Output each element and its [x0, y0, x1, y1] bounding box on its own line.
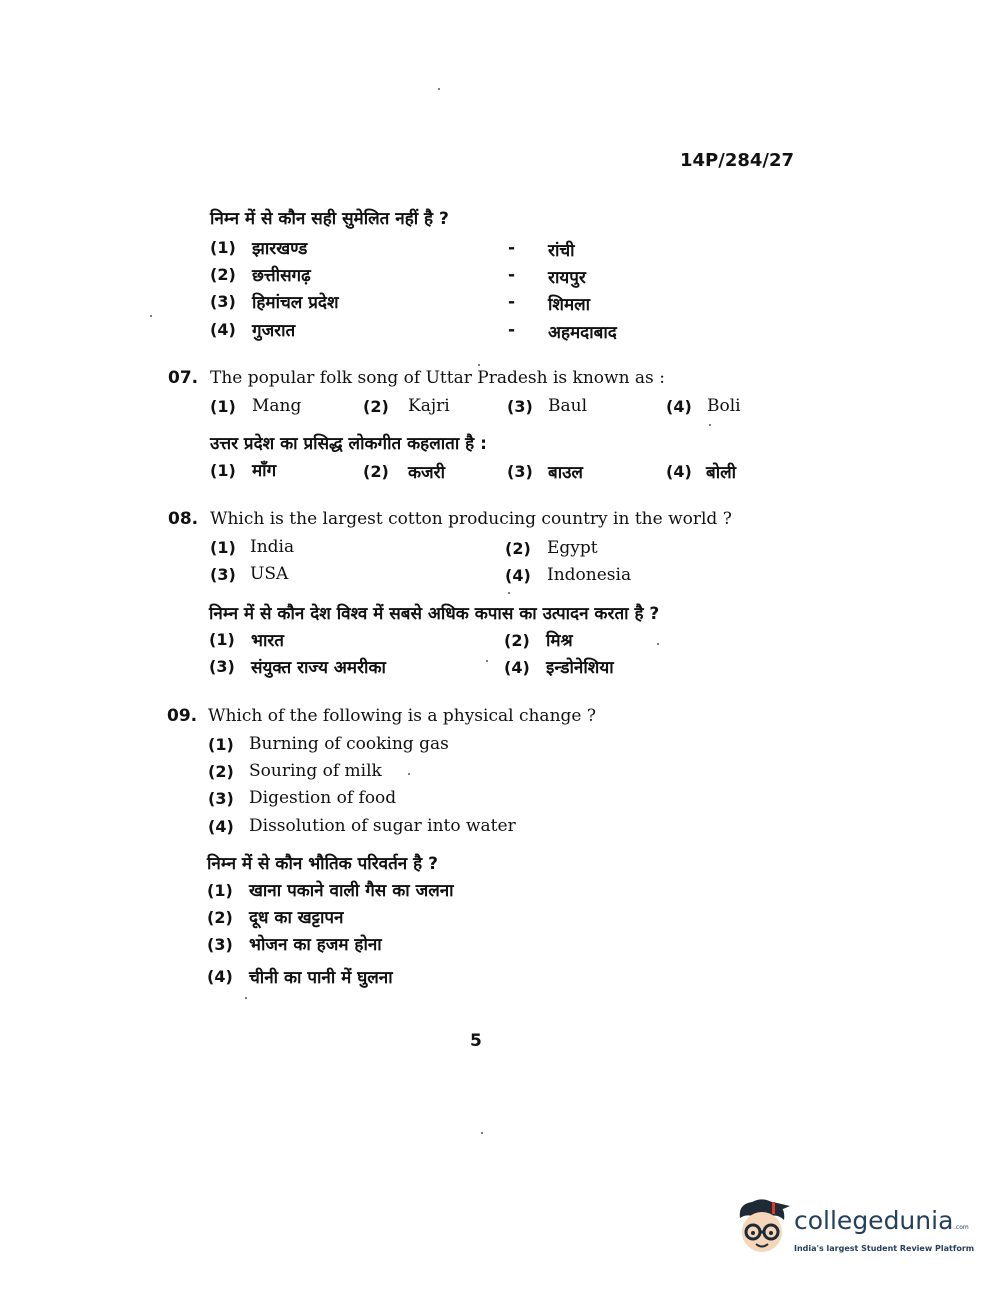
- scan-speck: [408, 773, 410, 775]
- q07-question-hi: उत्तर प्रदेश का प्रसिद्ध लोकगीत कहलाता है :: [210, 434, 487, 454]
- q09-option-hi-3-text: भोजन का हजम होना: [249, 935, 382, 955]
- q06-pair-2-state: छत्तीसगढ़: [252, 266, 311, 286]
- q06-pair-2-num: (2): [210, 265, 236, 284]
- q07-option-4-text: Boli: [707, 396, 741, 416]
- q09-number: 09.: [167, 706, 198, 726]
- q07-option-hi-3-num: (3): [507, 462, 533, 481]
- collegedunia-watermark: [734, 1196, 975, 1264]
- q07-option-2-text: Kajri: [408, 396, 450, 416]
- q07-option-hi-2-num: (2): [363, 462, 389, 481]
- q06-pair-1-sep: -: [508, 238, 516, 258]
- scan-speck: [486, 660, 488, 662]
- q09-option-1-text: Burning of cooking gas: [249, 734, 449, 754]
- q07-option-hi-1-num: (1): [210, 461, 236, 480]
- q08-option-4-num: (4): [505, 566, 531, 585]
- q08-option-hi-2-text: मिश्र: [546, 631, 573, 651]
- q07-option-hi-1-text: माँग: [252, 461, 277, 481]
- q09-question-en: Which of the following is a physical change ?: [208, 706, 596, 726]
- q08-option-2-text: Egypt: [547, 538, 598, 558]
- brand-suffix: .com: [954, 1224, 969, 1231]
- q08-option-4-text: Indonesia: [547, 565, 632, 585]
- scan-speck: [438, 88, 440, 90]
- q09-option-1-num: (1): [208, 735, 234, 754]
- q09-option-hi-4-text: चीनी का पानी में घुलना: [249, 968, 393, 988]
- scan-speck: [245, 997, 247, 999]
- q08-option-hi-3-num: (3): [209, 657, 235, 676]
- scan-speck: [150, 315, 152, 317]
- q08-option-hi-3-text: संयुक्त राज्य अमरीका: [251, 658, 386, 678]
- scan-speck: [657, 643, 659, 645]
- q07-option-1-text: Mang: [252, 396, 302, 416]
- mascot-logo-icon: [734, 1196, 794, 1258]
- brand-tagline: India's largest Student Review Platform: [794, 1244, 975, 1253]
- q08-question-hi: निम्न में से कौन देश विश्व में सबसे अधिक कपास का उत्पादन करता है ?: [209, 604, 660, 624]
- q06-pair-3-capital: शिमला: [548, 295, 591, 315]
- q09-option-4-num: (4): [208, 817, 234, 836]
- paper-code: 14P/284/27: [680, 150, 795, 171]
- q09-option-hi-2-num: (2): [207, 908, 233, 927]
- q09-option-hi-2-text: दूध का खट्टापन: [249, 908, 344, 928]
- q09-option-3-text: Digestion of food: [249, 788, 397, 808]
- scan-speck: [709, 424, 711, 426]
- q09-option-4-text: Dissolution of sugar into water: [249, 816, 516, 836]
- q06-pair-4-sep: -: [508, 320, 516, 340]
- q09-option-3-num: (3): [208, 789, 234, 808]
- q07-option-hi-4-text: बोली: [706, 463, 737, 483]
- q07-question-en: The popular folk song of Uttar Pradesh is known as :: [210, 368, 665, 388]
- q09-option-2-text: Souring of milk: [249, 761, 382, 781]
- q06-pair-1-num: (1): [210, 238, 236, 257]
- q07-option-3-num: (3): [507, 397, 533, 416]
- q06-pair-1-state: झारखण्ड: [252, 239, 308, 259]
- q08-option-hi-1-num: (1): [209, 630, 235, 649]
- q07-option-4-num: (4): [666, 397, 692, 416]
- brand-name: collegedunia: [794, 1206, 954, 1235]
- q06-pair-2-sep: -: [508, 265, 516, 285]
- q09-option-hi-1-text: खाना पकाने वाली गैस का जलना: [249, 881, 454, 901]
- q07-option-2-num: (2): [363, 397, 389, 416]
- q08-number: 08.: [168, 509, 199, 529]
- q06-pair-2-capital: रायपुर: [548, 268, 586, 288]
- q08-option-hi-2-num: (2): [504, 631, 530, 650]
- scan-speck: [481, 1132, 483, 1134]
- q08-option-3-num: (3): [210, 565, 236, 584]
- q08-option-hi-4-text: इन्डोनेशिया: [546, 658, 614, 678]
- q07-option-3-text: Baul: [548, 396, 588, 416]
- q09-option-hi-3-num: (3): [207, 935, 233, 954]
- q06-pair-4-state: गुजरात: [252, 321, 296, 341]
- q07-option-1-num: (1): [210, 397, 236, 416]
- q06-pair-3-sep: -: [508, 292, 516, 312]
- q08-option-2-num: (2): [505, 539, 531, 558]
- q06-pair-4-capital: अहमदाबाद: [548, 323, 617, 343]
- q07-option-hi-2-text: कजरी: [408, 463, 446, 483]
- scan-speck: [478, 364, 480, 366]
- q06-question-hi: निम्न में से कौन सही सुमेलित नहीं है ?: [210, 209, 449, 229]
- q06-pair-3-num: (3): [210, 292, 236, 311]
- q09-option-2-num: (2): [208, 762, 234, 781]
- q08-option-hi-1-text: भारत: [251, 631, 284, 651]
- q07-number: 07.: [168, 368, 199, 388]
- q06-pair-1-capital: रांची: [548, 241, 575, 261]
- q06-pair-4-num: (4): [210, 320, 236, 339]
- q06-pair-3-state: हिमांचल प्रदेश: [252, 293, 339, 313]
- page-number: 5: [470, 1031, 482, 1051]
- q09-option-hi-4-num: (4): [207, 967, 233, 986]
- q08-option-hi-4-num: (4): [504, 658, 530, 677]
- q09-question-hi: निम्न में से कौन भौतिक परिवर्तन है ?: [207, 854, 438, 874]
- q08-question-en: Which is the largest cotton producing country in the world ?: [210, 509, 732, 529]
- q08-option-1-text: India: [250, 537, 295, 557]
- q08-option-1-num: (1): [210, 538, 236, 557]
- q07-option-hi-4-num: (4): [666, 462, 692, 481]
- q09-option-hi-1-num: (1): [207, 881, 233, 900]
- q08-option-3-text: USA: [250, 564, 289, 584]
- q07-option-hi-3-text: बाउल: [548, 463, 583, 483]
- scan-speck: [508, 592, 510, 594]
